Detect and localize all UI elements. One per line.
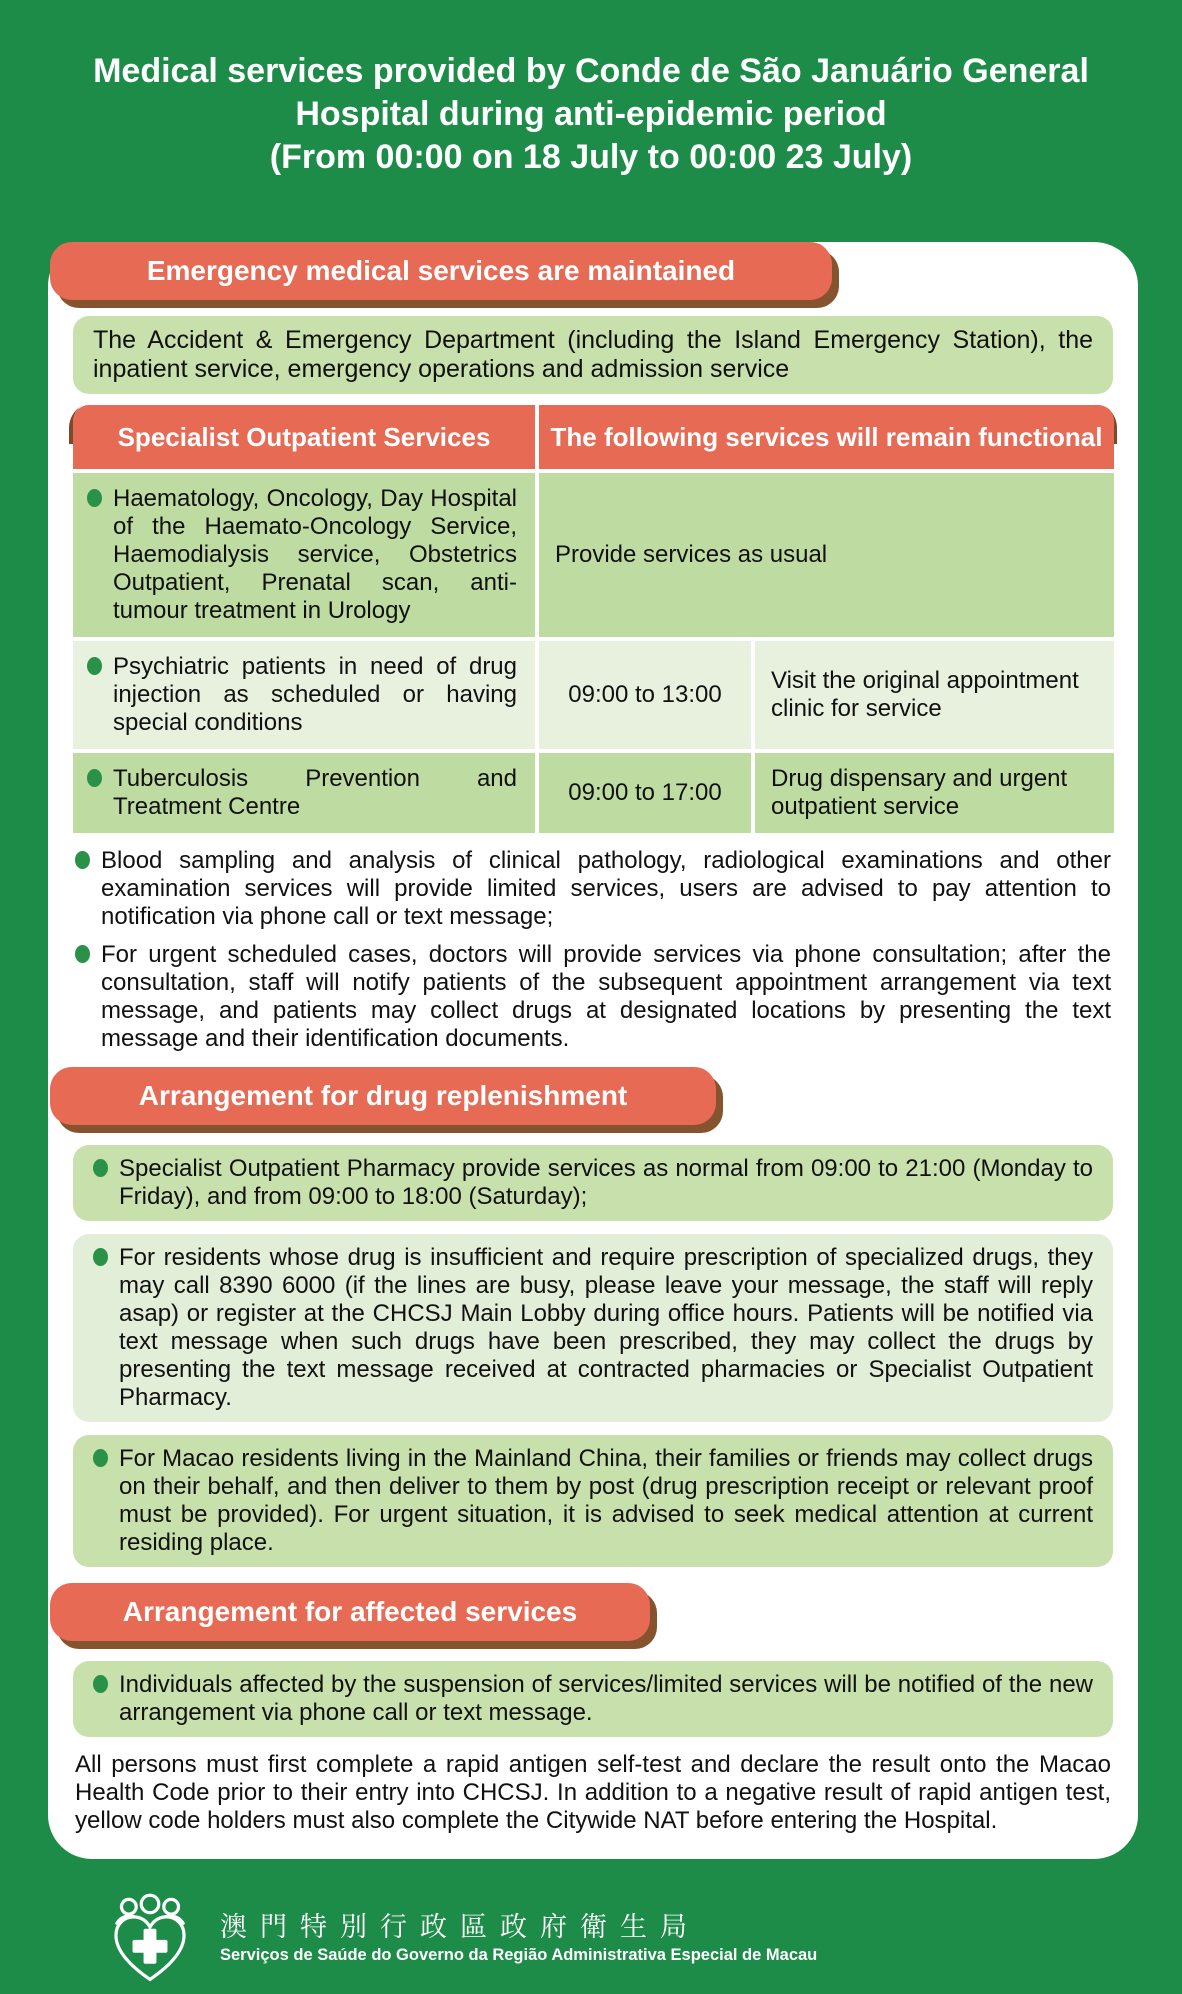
drug-bullet-box-2 (73, 1234, 1113, 1422)
poster-title (30, 50, 1152, 179)
bullet-icon (87, 657, 102, 675)
footer (0, 1882, 1182, 1994)
bullet-icon (87, 489, 102, 507)
table-header-remaining-functional-label: The following services will remain functional (550, 422, 1103, 452)
table-row-3-note-text: Drug dispensary and urgent outpatient service (771, 765, 1068, 820)
footer-org-chinese: 澳門特別行政區政府衛生局 (220, 1912, 700, 1942)
title-line-1: Medical services provided by Conde de São Januário General (93, 52, 1089, 90)
emergency-intro-text: The Accident & Emergency Department (including the Island Emergency Station), the inpatient service, emergency operations and admission service (93, 326, 1093, 383)
emergency-intro-box (73, 316, 1113, 394)
title-line-2: Hospital during anti-epidemic period (295, 95, 887, 133)
services-table (73, 402, 1113, 833)
banner-drug-replenishment (50, 1067, 716, 1125)
table-row-2-note-cell (755, 641, 1114, 749)
footer-org-names (220, 1910, 817, 1966)
table-row-2-time-cell (539, 641, 751, 749)
banner-affected-services (50, 1583, 650, 1641)
banner-emergency-services (50, 242, 832, 300)
table-row-3-time-text: 09:00 to 17:00 (568, 779, 722, 806)
drug-bullet-box-1 (73, 1145, 1113, 1221)
table-header-remaining-functional (539, 405, 1114, 469)
title-line-3: (From 00:00 on 18 July to 00:00 23 July) (269, 138, 913, 176)
affected-bullet-box-1 (73, 1661, 1113, 1737)
drug-bullet-box-3 (73, 1435, 1113, 1567)
table-header-specialist-services-label: Specialist Outpatient Services (117, 422, 491, 452)
bullet-icon (93, 1675, 108, 1693)
table-row-2-time-text: 09:00 to 13:00 (568, 681, 722, 708)
health-bureau-logo-icon (104, 1892, 196, 1984)
drug-bullet-2-text: For residents whose drug is insufficient and require prescription of specialized drugs, they may call 8390 6000 (if the lines are busy, please leave your message, the staff will reply asap) or register at the CHCSJ Main Lobby during office hours. Patients will be notified via text message when such drugs have been prescribed, they may collect the drugs by presenting the text message received at contracted pharmacies or Specialist Outpatient Pharmacy. (119, 1244, 1093, 1411)
table-row-1-note-cell (539, 473, 1114, 637)
table-row-3-service-text: Tuberculosis Prevention and Treatment Centre (113, 765, 517, 820)
bullet-icon (87, 769, 102, 787)
bullet-icon (75, 851, 90, 869)
services-table-frame (73, 402, 1113, 833)
table-row-2-note-text: Visit the original appointment clinic for service (771, 667, 1079, 722)
drug-bullet-1-text: Specialist Outpatient Pharmacy provide services as normal from 09:00 to 21:00 (Monday to Friday), and from 09:00 to 18:00 (Saturday); (119, 1155, 1093, 1210)
footer-org-portuguese: Serviços de Saúde do Governo da Região Administrativa Especial de Macau (220, 1946, 818, 1964)
table-row-1-service-text: Haematology, Oncology, Day Hospital of the Haemato-Oncology Service, Haemodialysis service, Obstetrics Outpatient, Prenatal scan, anti-tumour treatment in Urology (113, 485, 517, 624)
emergency-bullet-2 (73, 941, 1113, 1053)
table-row-2-service-cell (73, 641, 535, 749)
affected-bullet-1-text: Individuals affected by the suspension of services/limited services will be notified of the new arrangement via phone call or text message. (119, 1671, 1093, 1726)
bullet-icon (75, 945, 90, 963)
table-row-3-note-cell (755, 753, 1114, 833)
table-header-specialist-services (73, 405, 535, 469)
closing-paragraph (73, 1751, 1113, 1835)
banner-emergency-label: Emergency medical services are maintained (146, 255, 736, 286)
table-row-3-service-cell (73, 753, 535, 833)
table-row-3-time-cell (539, 753, 751, 833)
emergency-bullet-1-text: Blood sampling and analysis of clinical pathology, radiological examinations and other examination services will provide limited services, users are advised to pay attention to notification via phone call or text message; (101, 847, 1111, 930)
bullet-icon (93, 1248, 108, 1266)
table-row-2-service-text: Psychiatric patients in need of drug injection as scheduled or having special conditions (113, 653, 517, 736)
closing-paragraph-text: All persons must first complete a rapid antigen self-test and declare the result onto the Macao Health Code prior to their entry into CHCSJ. In addition to a negative result of rapid antigen test, yellow code holders must also complete the Citywide NAT before entering the Hospital. (75, 1751, 1111, 1834)
drug-bullet-3-text: For Macao residents living in the Mainland China, their families or friends may collect drugs on their behalf, and then deliver to them by post (drug prescription receipt or relevant proof must be provided). For urgent situation, it is advised to seek medical attention at current residing place. (119, 1445, 1093, 1556)
emergency-bullet-1 (73, 847, 1113, 931)
bullet-icon (93, 1449, 108, 1467)
banner-drug-replenishment-label: Arrangement for drug replenishment (138, 1080, 628, 1111)
table-row-1-service-cell (73, 473, 535, 637)
banner-affected-services-label: Arrangement for affected services (122, 1596, 578, 1627)
bullet-icon (93, 1159, 108, 1177)
emergency-bullet-2-text: For urgent scheduled cases, doctors will provide services via phone consultation; after the consultation, staff will notify patients of the subsequent appointment arrangement via text message, and patients may collect drugs at designated locations by presenting the text message and their identification documents. (101, 941, 1111, 1052)
table-row-1-note-text: Provide services as usual (555, 541, 828, 568)
content-card (48, 242, 1138, 1859)
